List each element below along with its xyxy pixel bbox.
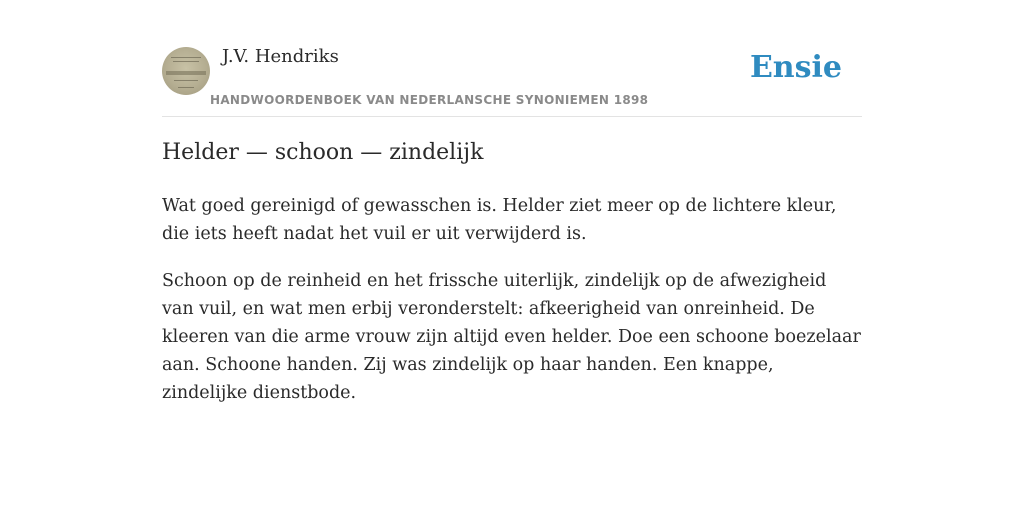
cover-text-line <box>173 61 199 62</box>
definition-paragraph: Schoon op de reinheid en het frissche uiterlijk, zindelijk op de afwezigheid van vuil, en wat men erbij veronderstelt: afkeerigheid van onreinheid. De kleeren van die arme vrouw zijn altijd even helder. Doe een schoone boezelaar aan. Schoone handen. Zij was zindelijk op haar handen. Een knappe, zindelijke dienstbode. <box>162 271 861 403</box>
author-link[interactable]: J.V. Hendriks <box>222 46 339 67</box>
cover-text-line <box>178 87 194 88</box>
cover-text-line <box>171 57 201 58</box>
definition-paragraph: Wat goed gereinigd of gewasschen is. Helder ziet meer op de lichtere kleur, die iets heeft nadat het vuil er uit verwijderd is. <box>162 196 837 244</box>
dictionary-header <box>162 46 862 117</box>
book-cover-avatar[interactable] <box>162 47 210 95</box>
ensie-logo[interactable]: Ensie <box>749 50 842 85</box>
entry-definitions <box>162 192 862 426</box>
cover-title-band <box>166 71 206 75</box>
cover-text-line <box>174 80 198 81</box>
entry-title: Helder — schoon — zindelijk <box>162 140 484 165</box>
source-dictionary-link[interactable]: HANDWOORDENBOEK VAN NEDERLANSCHE SYNONIEMEN 1898 <box>210 93 649 107</box>
